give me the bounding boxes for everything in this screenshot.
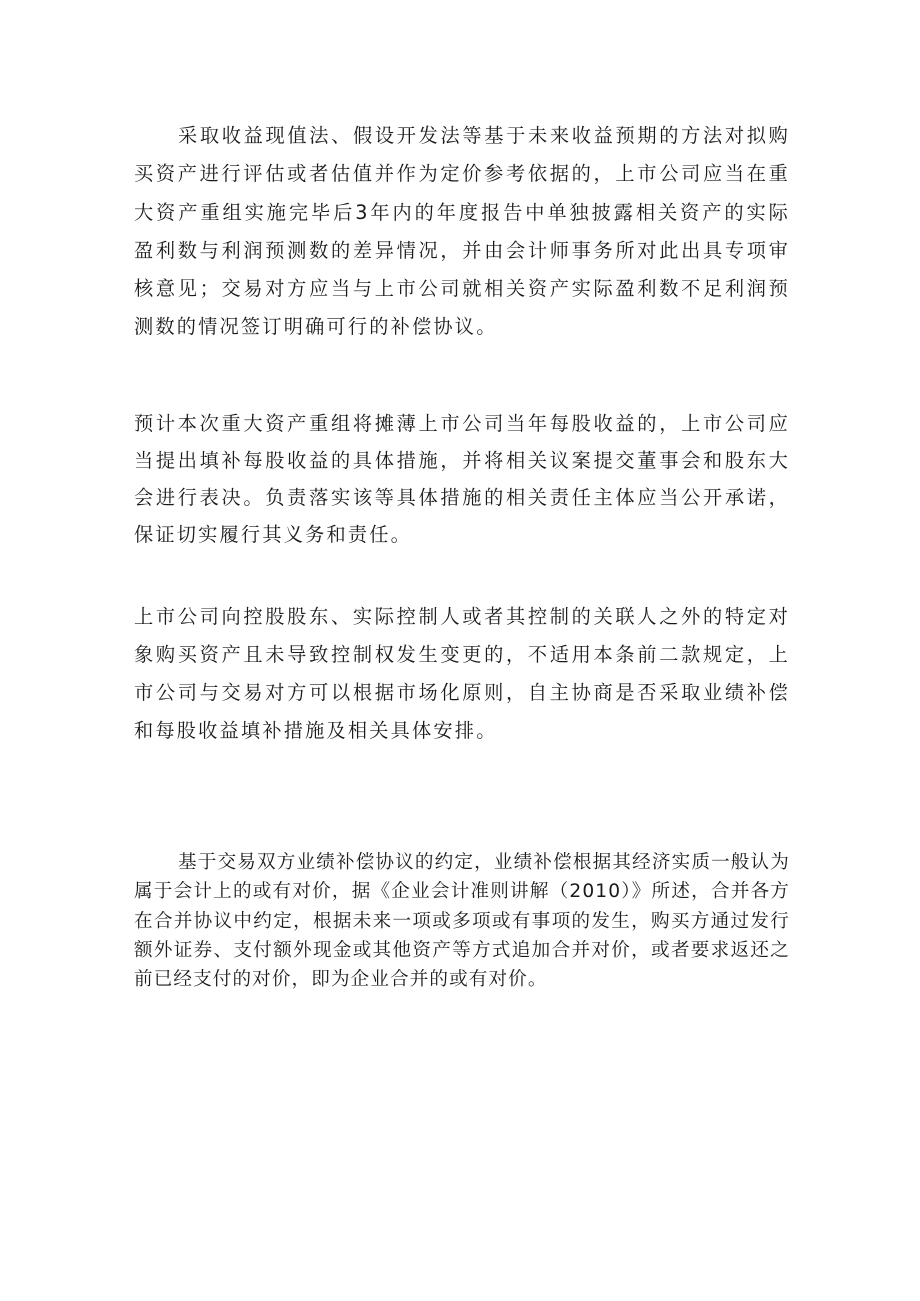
paragraph-appraisal-compensation: 采取收益现值法、假设开发法等基于未来收益预期的方法对拟购买资产进行评估或者估值并作为定价参考依据的，上市公司应当在重大资产重组实施完毕后3年内的年度报告中单独披露相关资产的实际盈利数与利润预测数的差异情况，并由会计师事务所对此出具专项审核意见；交易对方应当与上市公司就相关资产实际盈利数不足利润预测数的情况签订明确可行的补偿协议。 bbox=[134, 124, 790, 339]
paragraph-contingent-consideration: 基于交易双方业绩补偿协议的约定，业绩补偿根据其经济实质一般认为属于会计上的或有对价，据《企业会计准则讲解（2010）》所述，合并各方在合并协议中约定，根据未来一项或多项或有事项的发生，购买方通过发行额外证券、支付额外现金或其他资产等方式追加合并对价，或者要求返还之前已经支付的对价，即为企业合并的或有对价。 bbox=[134, 852, 790, 991]
paragraph-exemption: 上市公司向控股股东、实际控制人或者其控制的关联人之外的特定对象购买资产且未导致控制权发生变更的，不适用本条前二款规定，上市公司与交易对方可以根据市场化原则，自主协商是否采取业绩补偿和每股收益填补措施及相关具体安排。 bbox=[134, 605, 790, 742]
paragraph-eps-dilution: 预计本次重大资产重组将摊薄上市公司当年每股收益的，上市公司应当提出填补每股收益的具体措施，并将相关议案提交董事会和股东大会进行表决。负责落实该等具体措施的相关责任主体应当公开承诺，保证切实履行其义务和责任。 bbox=[134, 412, 790, 546]
